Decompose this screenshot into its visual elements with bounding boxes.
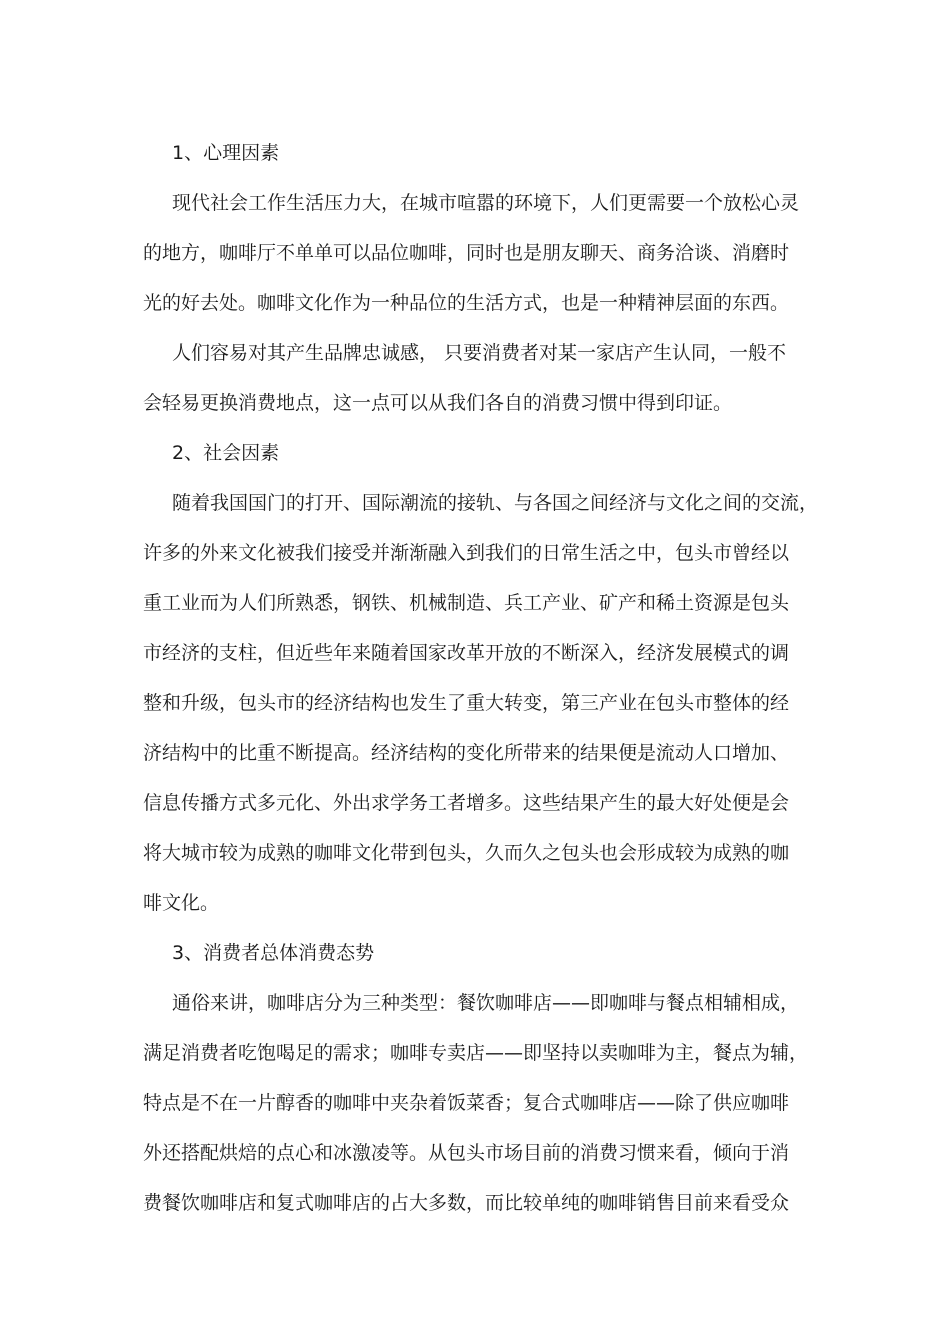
section-heading: 1、心理因素	[172, 142, 280, 164]
text-line: 许多的外来文化被我们接受并渐渐融入到我们的日常生活之中，包头市曾经以	[143, 542, 790, 564]
text-line: 整和升级，包头市的经济结构也发生了重大转变，第三产业在包头市整体的经	[143, 692, 790, 714]
section-consumer-trends	[143, 928, 819, 1228]
section-social-factors	[143, 428, 819, 928]
text-line: 人们容易对其产生品牌忠诚感， 只要消费者对某一家店产生认同，一般不	[172, 342, 787, 364]
text-line: 会轻易更换消费地点，这一点可以从我们各自的消费习惯中得到印证。	[143, 392, 733, 414]
section-psychological-factors	[143, 128, 819, 428]
text-line: 市经济的支柱，但近些年来随着国家改革开放的不断深入，经济发展模式的调	[143, 642, 790, 664]
text-line: 的地方，咖啡厅不单单可以品位咖啡，同时也是朋友聊天、商务洽谈、消磨时	[143, 242, 790, 264]
text-line: 随着我国国门的打开、国际潮流的接轨、与各国之间经济与文化之间的交流，	[172, 492, 819, 514]
text-line: 重工业而为人们所熟悉，钢铁、机械制造、兵工产业、矿产和稀土资源是包头	[143, 592, 790, 614]
text-line: 现代社会工作生活压力大，在城市喧嚣的环境下，人们更需要一个放松心灵	[172, 192, 800, 214]
paragraph	[143, 978, 819, 1228]
text-line: 信息传播方式多元化、外出求学务工者增多。这些结果产生的最大好处便是会	[143, 792, 790, 814]
text-line: 外还搭配烘焙的点心和冰激凌等。从包头市场目前的消费习惯来看，倾向于消	[143, 1142, 790, 1164]
section-heading: 3、消费者总体消费态势	[172, 942, 375, 964]
text-line: 啡文化。	[143, 892, 220, 914]
paragraph	[143, 178, 819, 328]
paragraph	[143, 328, 819, 428]
text-line: 费餐饮咖啡店和复式咖啡店的占大多数，而比较单纯的咖啡销售目前来看受众	[143, 1192, 790, 1214]
section-heading: 2、社会因素	[172, 442, 280, 464]
text-line: 济结构中的比重不断提高。经济结构的变化所带来的结果便是流动人口增加、	[143, 742, 790, 764]
paragraph	[143, 478, 819, 928]
document-body	[143, 128, 819, 1228]
text-line: 满足消费者吃饱喝足的需求；咖啡专卖店——即坚持以卖咖啡为主，餐点为辅，	[143, 1042, 809, 1064]
text-line: 将大城市较为成熟的咖啡文化带到包头，久而久之包头也会形成较为成熟的咖	[143, 842, 790, 864]
text-line: 特点是不在一片醇香的咖啡中夹杂着饭菜香；复合式咖啡店——除了供应咖啡	[143, 1092, 790, 1114]
text-line: 光的好去处。咖啡文化作为一种品位的生活方式，也是一种精神层面的东西。	[143, 292, 790, 314]
text-line: 通俗来讲，咖啡店分为三种类型：餐饮咖啡店——即咖啡与餐点相辅相成，	[172, 992, 800, 1014]
